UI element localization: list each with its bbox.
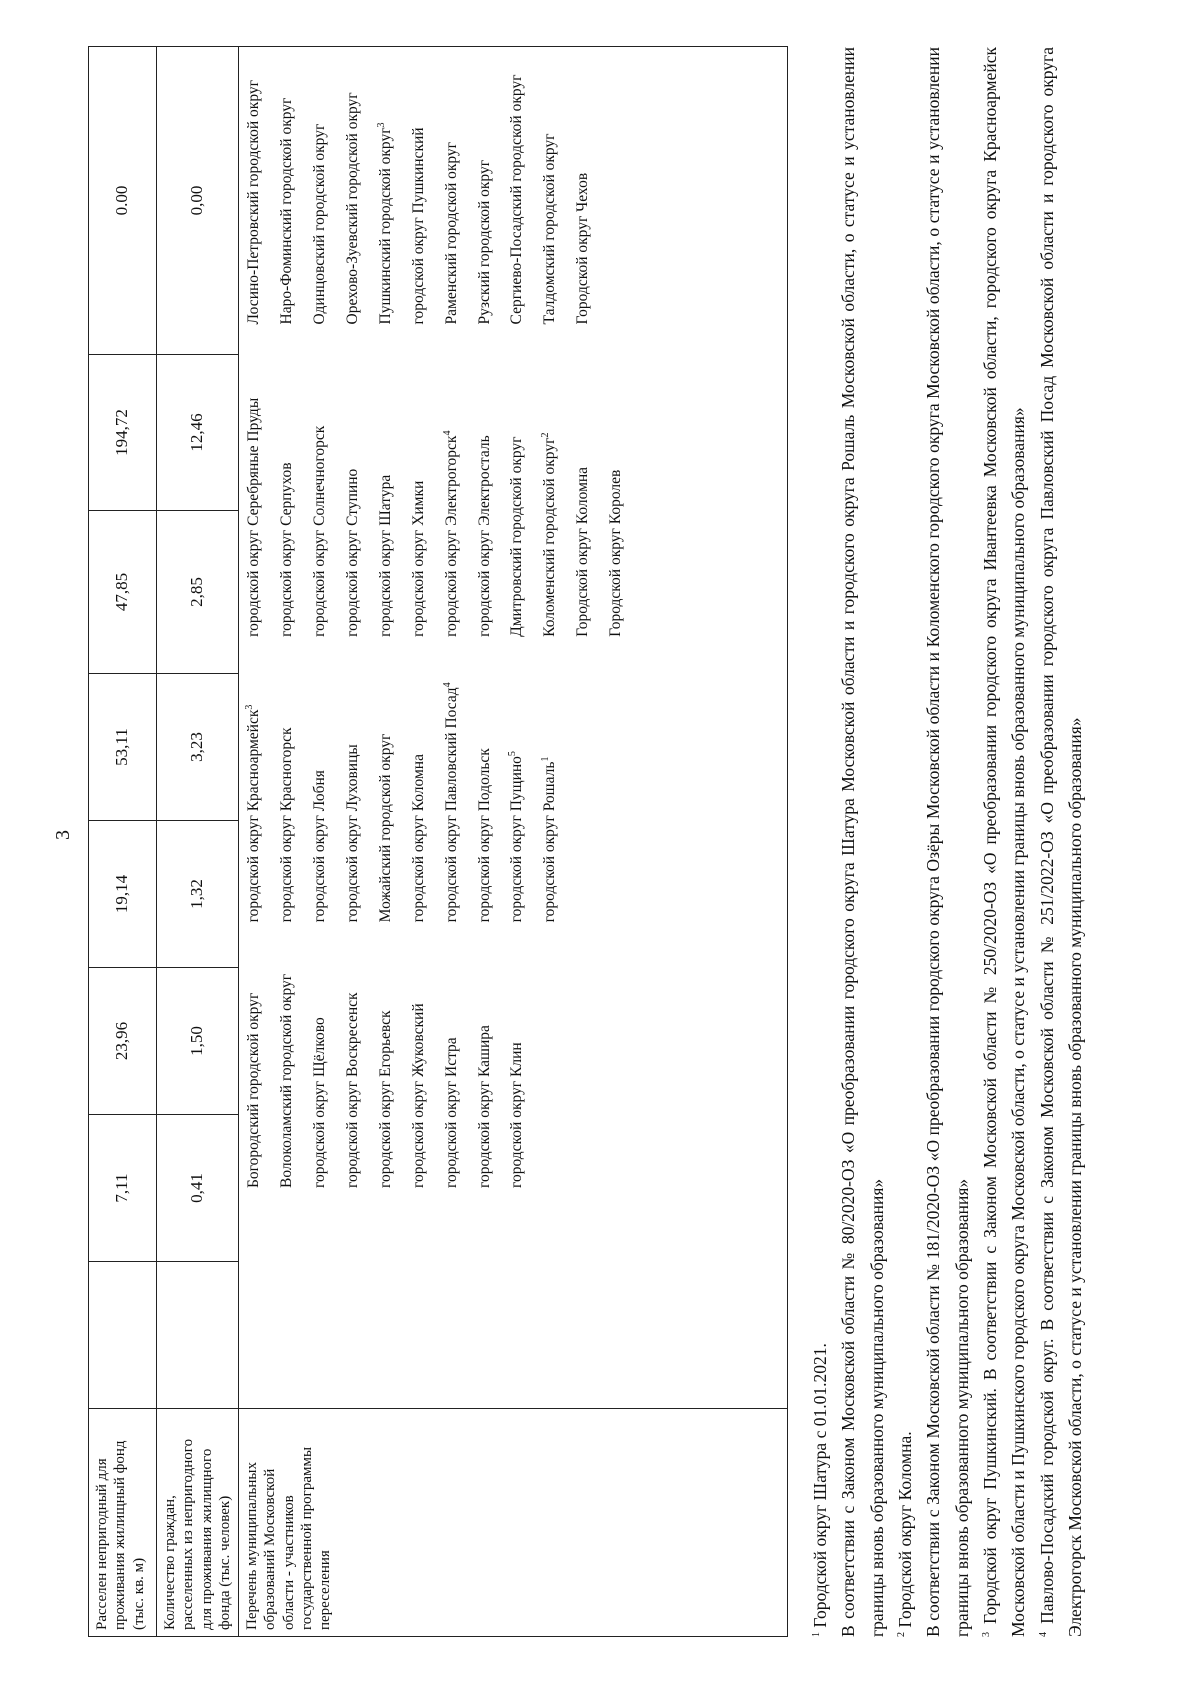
municipality-name: Пушкинский городской округ (376, 127, 394, 325)
municipality-item (410, 340, 429, 636)
value-cell: 1,32 (157, 821, 239, 968)
municipality-name: Можайский городской округ (376, 733, 394, 923)
municipality-item (344, 938, 363, 1188)
value-cell: 3,23 (157, 674, 239, 821)
municipality-item (344, 340, 363, 636)
footnote-text: Городской округ Пушкинский. В соответствии с Законом Московской области № 250/2020-ОЗ «О преобразовании городского округа Ивантеевка Московской области, городского округа Красноармейск Московской области и Пушкинского городского округа Московской области, о статусе и установлении границы вновь образованного муниципального образования» (980, 47, 1029, 1637)
municipality-name: Городской округ Королев (607, 469, 625, 637)
municipality-item (443, 938, 462, 1188)
footnote (919, 47, 976, 1637)
municipality-item (344, 55, 363, 324)
municipality-item (443, 55, 462, 324)
municipality-name: Талдомский городской округ (541, 133, 559, 325)
municipality-item (311, 55, 330, 324)
footnote-mark: 4 (441, 430, 453, 436)
row-label-housing-area: Расселен непригодный для проживания жилищный фонд (тыс. кв. м) (89, 1409, 157, 1637)
municipality-item (476, 55, 495, 324)
municipality-item (377, 653, 396, 922)
municipality-item (344, 653, 363, 922)
footnote-mark: 3 (375, 122, 387, 128)
municipality-item (410, 653, 429, 922)
municipality-name: Раменский городской округ (442, 141, 460, 325)
municipality-item (377, 938, 396, 1188)
footnote-mark: 5 (507, 751, 519, 757)
municipality-item (508, 938, 527, 1188)
value-cell: 23,96 (89, 968, 157, 1115)
municipality-item (476, 938, 495, 1188)
municipality-item (245, 340, 264, 636)
municipality-item (574, 340, 593, 636)
municipality-name: городской округ Ступино (343, 468, 361, 637)
footnote-mark: 4 (1037, 1632, 1049, 1637)
footnote (806, 47, 834, 1637)
municipality-item (245, 938, 264, 1188)
municipality-name: городской округ Пущино (508, 756, 526, 923)
row-label-citizens: Количество граждан, расселенных из непригодного для проживания жилищного фонда (тыс. человек) (157, 1409, 239, 1637)
municipality-name: городской округ Электрогорск (442, 435, 460, 637)
municipality-name: Коломенский городской округ (541, 437, 559, 637)
municipality-name: городской округ Подольск (475, 748, 493, 923)
municipality-item (245, 653, 264, 922)
municipality-name: Одинцовский городской округ (311, 123, 328, 325)
footnote-mark: 2 (896, 1632, 908, 1637)
footnote-mark: 1 (540, 756, 552, 762)
municipality-item (508, 55, 527, 324)
municipality-item (508, 653, 527, 922)
municipality-name: городской округ Электросталь (475, 435, 493, 637)
footnote-text: В соответствии с Законом Московской области № 181/2020-ОЗ «О преобразовании городского округа Озёры Московской области и Коломенского городского округа Московской области, о статусе и установлении границы вновь образованного муниципального образования» (923, 47, 972, 1637)
municipality-name: Дмитровский городской округ (508, 436, 526, 637)
municipality-name: Городской округ Чехов (574, 172, 592, 325)
municipality-column (239, 47, 787, 332)
municipality-item (377, 340, 396, 636)
municipality-name: Наро-Фоминский городской округ (278, 97, 296, 325)
municipality-item (311, 340, 330, 636)
municipality-name: городской округ Красноармейск (245, 709, 263, 923)
value-cell: 19,14 (89, 821, 157, 968)
municipality-name: Орехово-Зуевский городской округ (343, 92, 361, 325)
table-row-municipalities (239, 47, 788, 1637)
municipality-name: Рузский городской округ (475, 159, 493, 325)
footnote-mark: 1 (811, 1632, 823, 1637)
row-label-municipalities: Перечень муниципальных образований Московской области - участников государственной программы переселения (239, 1409, 788, 1637)
municipality-item (476, 340, 495, 636)
municipality-name: городской округ Серебряные Пруды (245, 397, 263, 637)
municipality-name: Богородский городской округ (245, 992, 263, 1188)
municipality-item (508, 340, 527, 636)
municipality-item (443, 653, 462, 922)
municipality-item (311, 938, 330, 1188)
value-cell (89, 1262, 157, 1409)
municipality-name: городской округ Щёлково (311, 1017, 328, 1188)
municipality-name: городской округ Жуковский (409, 1003, 427, 1188)
table-row-housing-area (89, 47, 157, 1637)
municipality-column (239, 645, 787, 930)
footnote (891, 47, 919, 1637)
municipality-name: городской округ Солнечногорск (311, 425, 328, 637)
municipality-item (476, 653, 495, 922)
footnote-mark: 4 (441, 682, 453, 688)
municipality-name: городской округ Красногорск (278, 727, 296, 923)
footnote (976, 47, 1033, 1637)
municipality-item (278, 340, 297, 636)
municipality-columns (239, 47, 787, 1408)
municipality-item (410, 938, 429, 1188)
value-cell: 0.00 (89, 47, 157, 355)
table-row-citizens (157, 47, 239, 1637)
program-indicators-table (88, 46, 788, 1637)
municipality-column (239, 930, 787, 1408)
value-cell: 12,46 (157, 355, 239, 511)
municipality-name: городской округ Истра (442, 1037, 460, 1188)
municipality-name: городской округ Пушкинский (409, 127, 427, 325)
municipality-item (278, 653, 297, 922)
page-number: 3 (52, 830, 74, 840)
municipality-item (245, 55, 264, 324)
value-cell: 1,50 (157, 968, 239, 1115)
municipality-name: Сергиево-Посадский городской округ (508, 74, 526, 325)
municipality-item (278, 55, 297, 324)
footnote-mark: 3 (981, 1632, 993, 1637)
value-cell: 53,11 (89, 674, 157, 821)
value-cell (157, 1262, 239, 1409)
municipality-item (311, 653, 330, 922)
footnote-text: Павлово-Посадский городской округ. В соответствии с Законом Московской области № 251/2022-ОЗ «О преобразовании городского округа Павловский Посад Московской области и городского округа Электрогорск Московской области, о статусе и установлении границы вновь образованного муниципального образования» (1036, 46, 1086, 1637)
value-cell: 194,72 (89, 355, 157, 511)
value-cell: 7,11 (89, 1115, 157, 1262)
municipality-name: городской округ Павловский Посад (442, 687, 460, 923)
municipality-item (541, 653, 560, 922)
footnote (1033, 47, 1090, 1637)
footnote-mark: 3 (244, 704, 256, 710)
municipality-name: городской округ Шатура (376, 474, 394, 637)
municipality-name: городской округ Кашира (475, 1025, 493, 1188)
municipality-item (443, 340, 462, 636)
municipality-name: городской округ Лобня (311, 770, 328, 923)
municipality-name: Лосино-Петровский городской округ (245, 80, 263, 325)
municipality-name: Волоколамский городской округ (278, 973, 296, 1188)
municipality-name: городской округ Химки (409, 480, 427, 637)
municipality-item (410, 55, 429, 324)
municipality-item (574, 55, 593, 324)
municipalities-cell (239, 47, 788, 1409)
municipality-item (377, 55, 396, 324)
municipality-name: городской округ Воскресенск (343, 992, 361, 1188)
municipality-name: Городской округ Коломна (574, 466, 592, 637)
municipality-item (278, 938, 297, 1188)
municipality-name: городской округ Луховицы (343, 744, 361, 923)
municipality-name: городской округ Коломна (409, 754, 427, 923)
footnote-text: Городской округ Шатура с 01.01.2021. (810, 1343, 830, 1628)
value-cell: 0,41 (157, 1115, 239, 1262)
value-cell: 0,00 (157, 47, 239, 355)
municipality-name: городской округ Клин (508, 1042, 526, 1188)
municipality-name: городской округ Серпухов (278, 462, 296, 637)
municipality-item (541, 340, 560, 636)
footnote-text: Городской округ Коломна. (895, 1431, 916, 1628)
footnote (834, 47, 891, 1637)
footnote-text: В соответствии с Законом Московской области № 80/2020-ОЗ «О преобразовании городского округа Шатура Московской области и городского округа Рошаль Московской области, о статусе и установлении границы вновь образованного муниципального образования» (838, 47, 887, 1637)
value-cell: 47,85 (89, 511, 157, 674)
municipality-item (607, 340, 626, 636)
municipality-name: городской округ Рошаль (541, 761, 559, 923)
footnotes (806, 47, 1089, 1637)
footnote-mark: 2 (540, 432, 552, 438)
municipality-column (239, 332, 787, 644)
value-cell: 2,85 (157, 511, 239, 674)
municipality-name: городской округ Егорьевск (376, 1010, 394, 1188)
municipality-item (541, 55, 560, 324)
